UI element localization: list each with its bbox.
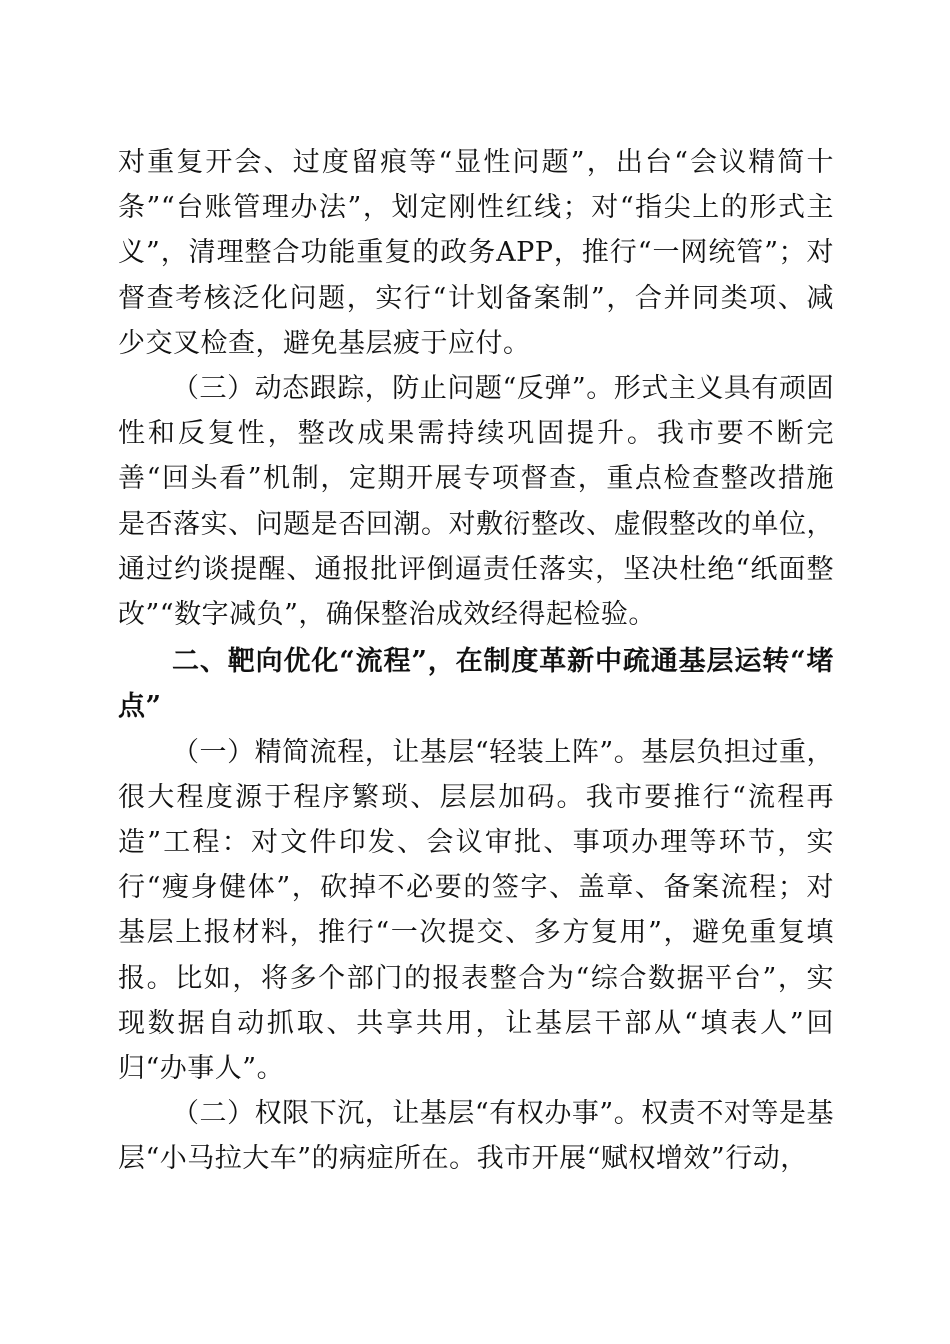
document-page bbox=[118, 140, 834, 1182]
body-paragraph-5: （二）权限下沉，让基层“有权办事”。权责不对等是基层“小马拉大车”的病症所在。我市开展“赋权增效”行动， bbox=[118, 1098, 834, 1175]
section-heading-2: 二、靶向优化“流程”，在制度革新中疏通基层运转“堵点” bbox=[118, 646, 834, 723]
body-paragraph-4: （一）精简流程，让基层“轻装上阵”。基层负担过重，很大程度源于程序繁琐、层层加码。我市要推行“流程再造”工程：对文件印发、会议审批、事项办理等环节，实行“瘦身健体”，砍掉不必要的签字、盖章、备案流程；对基层上报材料，推行“一次提交、多方复用”，避免重复填报。比如，将多个部门的报表整合为“综合数据平台”，实现数据自动抓取、共享共用，让基层干部从“填表人”回归“办事人”。 bbox=[118, 736, 834, 1085]
body-paragraph-2: （三）动态跟踪，防止问题“反弹”。形式主义具有顽固性和反复性，整改成果需持续巩固提升。我市要不断完善“回头看”机制，定期开展专项督查，重点检查整改措施是否落实、问题是否回潮。对敷衍整改、虚假整改的单位，通过约谈提醒、通报批评倒逼责任落实，坚决杜绝“纸面整改”“数字减负”，确保整治成效经得起检验。 bbox=[118, 373, 834, 631]
body-paragraph-1: 对重复开会、过度留痕等“显性问题”，出台“会议精简十条”“台账管理办法”，划定刚性红线；对“指尖上的形式主义”，清理整合功能重复的政务APP，推行“一网统管”；对督查考核泛化问题，实行“计划备案制”，合并同类项、减少交叉检查，避免基层疲于应付。 bbox=[118, 147, 834, 359]
